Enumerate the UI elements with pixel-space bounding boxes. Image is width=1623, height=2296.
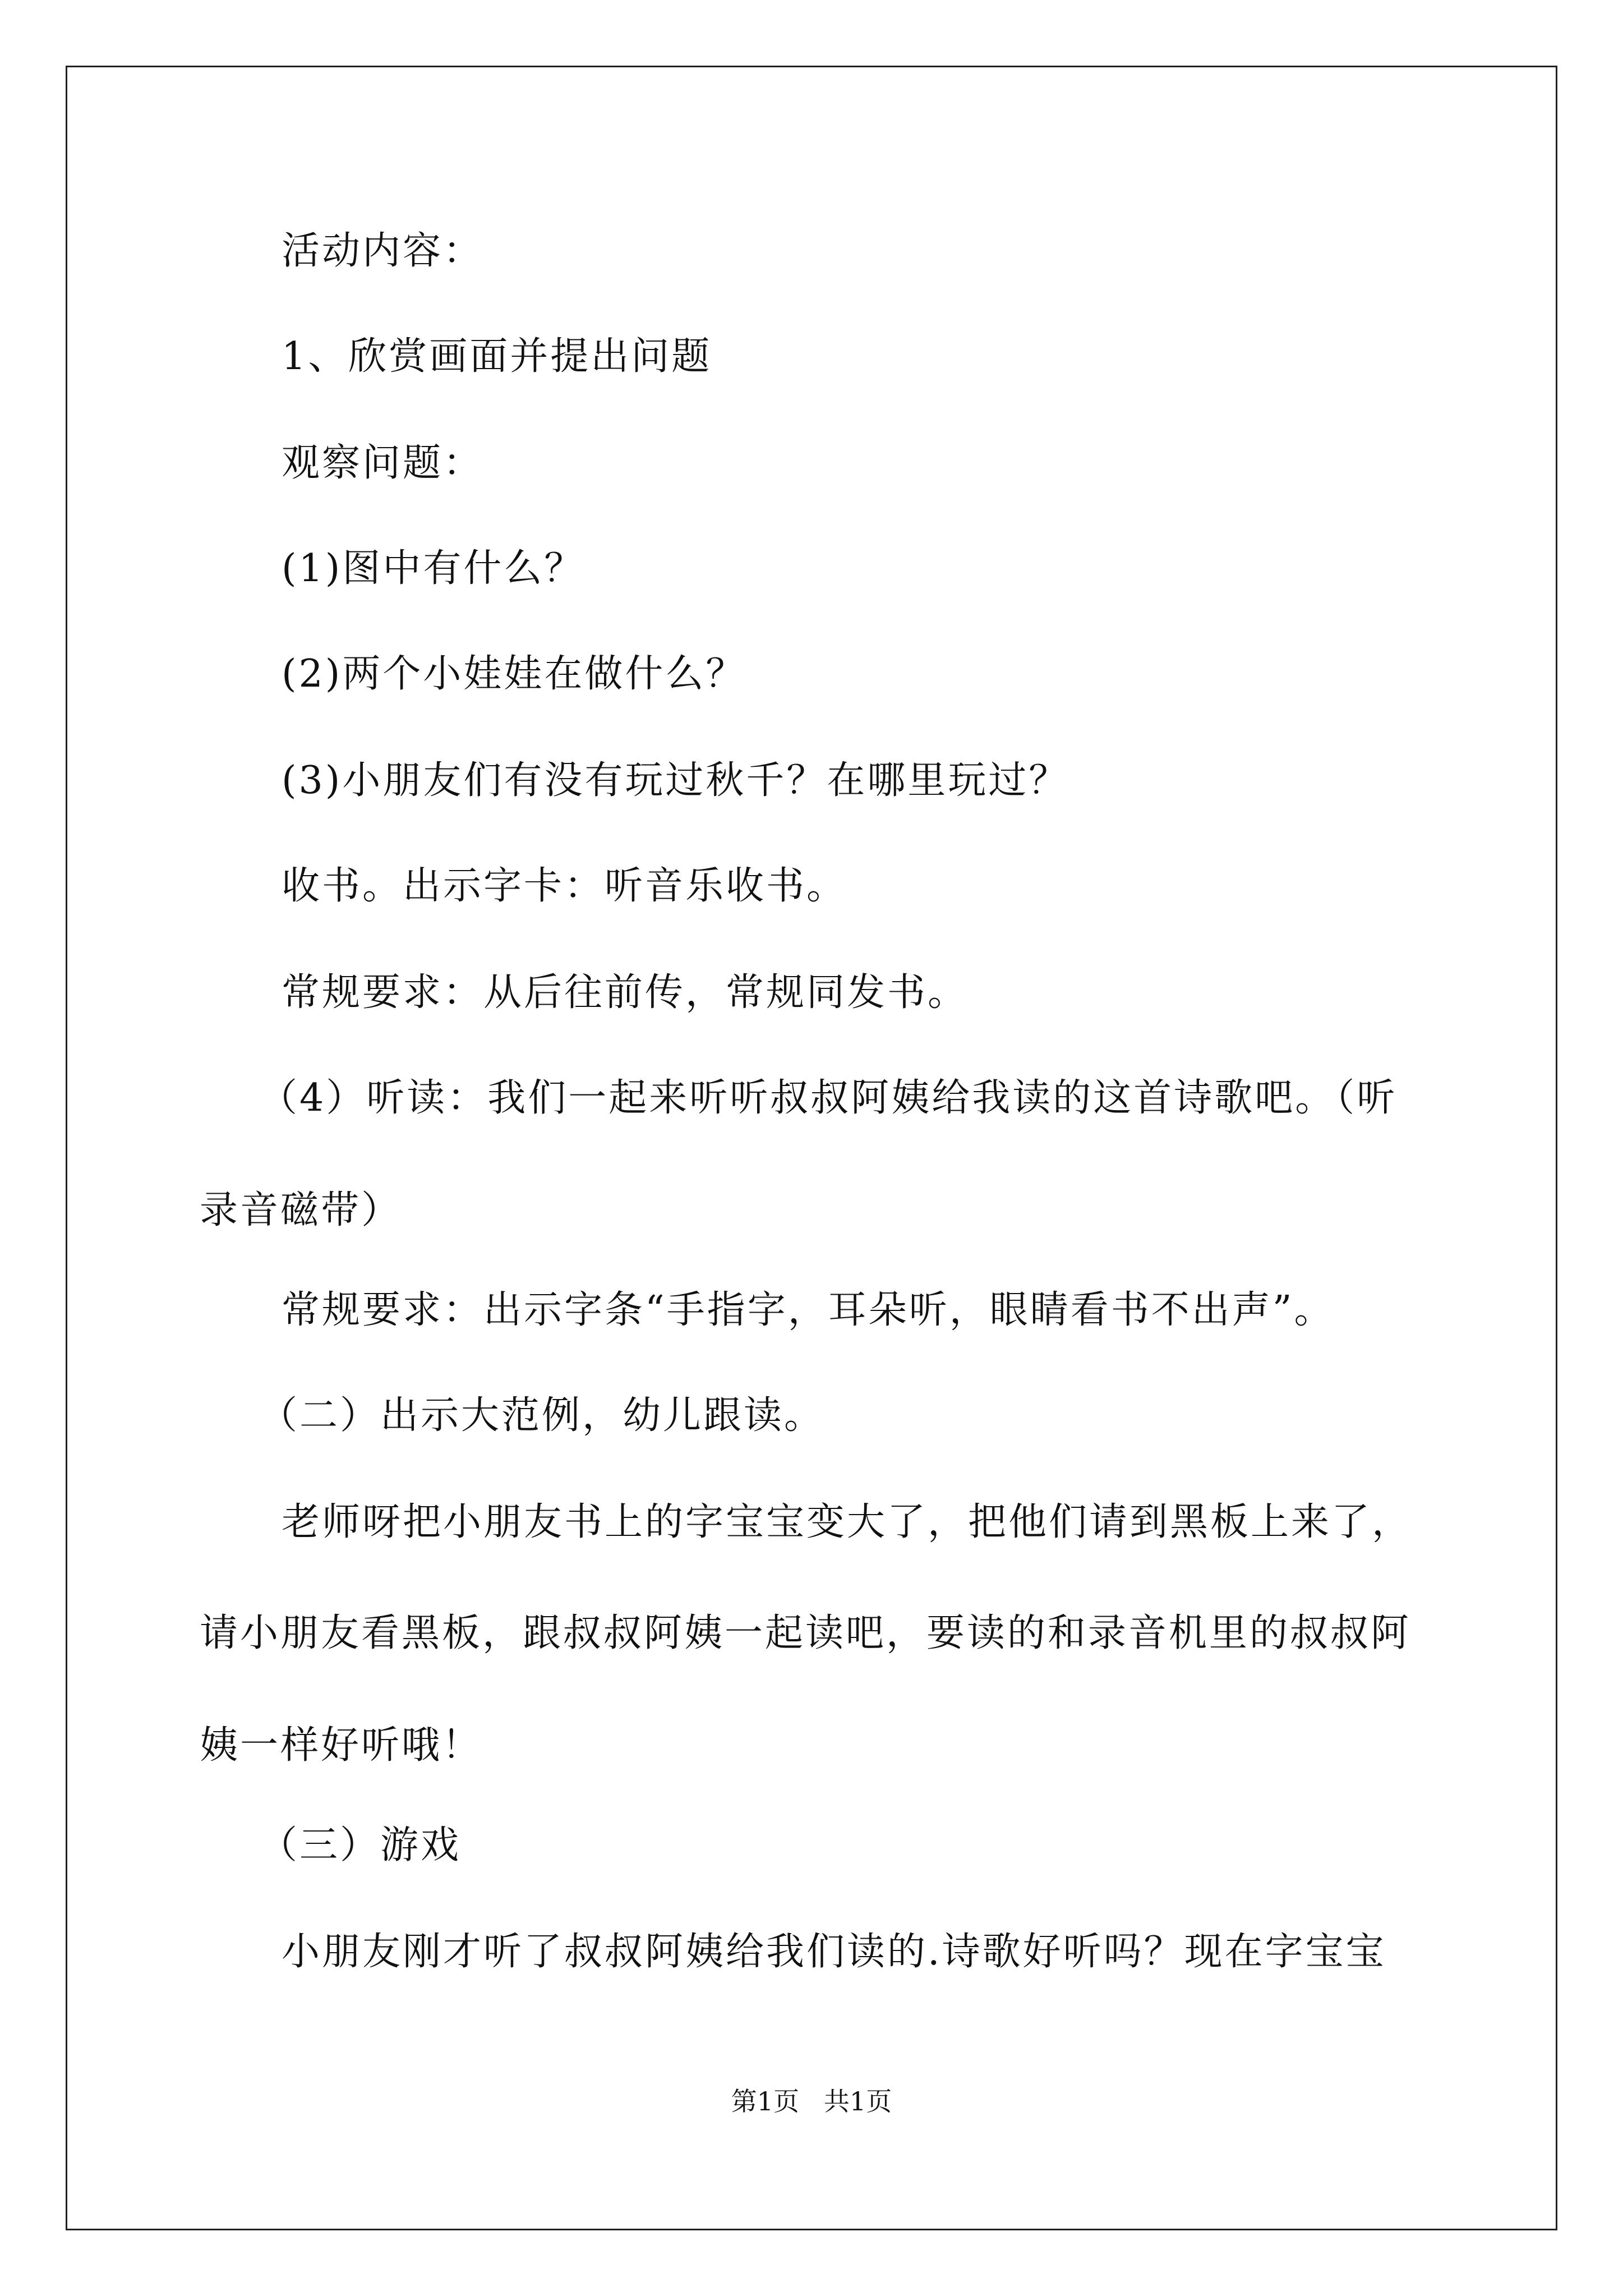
text-line: 1、欣赏画面并提出问题 [282,334,712,379]
text-line: (1)图中有什么？ [282,546,585,591]
text-line: （二）出示大范例，幼儿跟读。 [259,1393,825,1438]
text-line: 录音磁带） [200,1188,402,1232]
page-border [66,66,1557,2230]
text-line: 活动内容： [282,229,484,273]
text-line: 收书。出示字卡：听音乐收书。 [282,864,847,908]
text-line: 小朋友刚才听了叔叔阿姨给我们读的.诗歌好听吗？现在字宝宝 [282,1930,1386,1974]
text-line: （三）游戏 [259,1823,462,1867]
text-line: 老师呀把小朋友书上的字宝宝变大了，把他们请到黑板上来了， [282,1500,1413,1544]
text-line: (3)小朋友们有没有玩过秋千？在哪里玩过？ [282,758,1069,803]
text-line: 常规要求：出示字条“手指字，耳朵听，眼睛看书不出声”。 [282,1288,1335,1332]
page-footer: 第1页 共1页 [731,2086,892,2116]
text-line: 姨一样好听哦！ [200,1723,483,1768]
text-line: 观察问题： [282,441,484,485]
text-line: （4）听读：我们一起来听听叔叔阿姨给我读的这首诗歌吧。（听 [259,1076,1398,1120]
text-line: (2)两个小娃娃在做什么？ [282,652,746,696]
text-line: 请小朋友看黑板，跟叔叔阿姨一起读吧，要读的和录音机里的叔叔阿 [200,1611,1412,1655]
text-line: 常规要求：从后往前传，常规同发书。 [282,970,969,1015]
